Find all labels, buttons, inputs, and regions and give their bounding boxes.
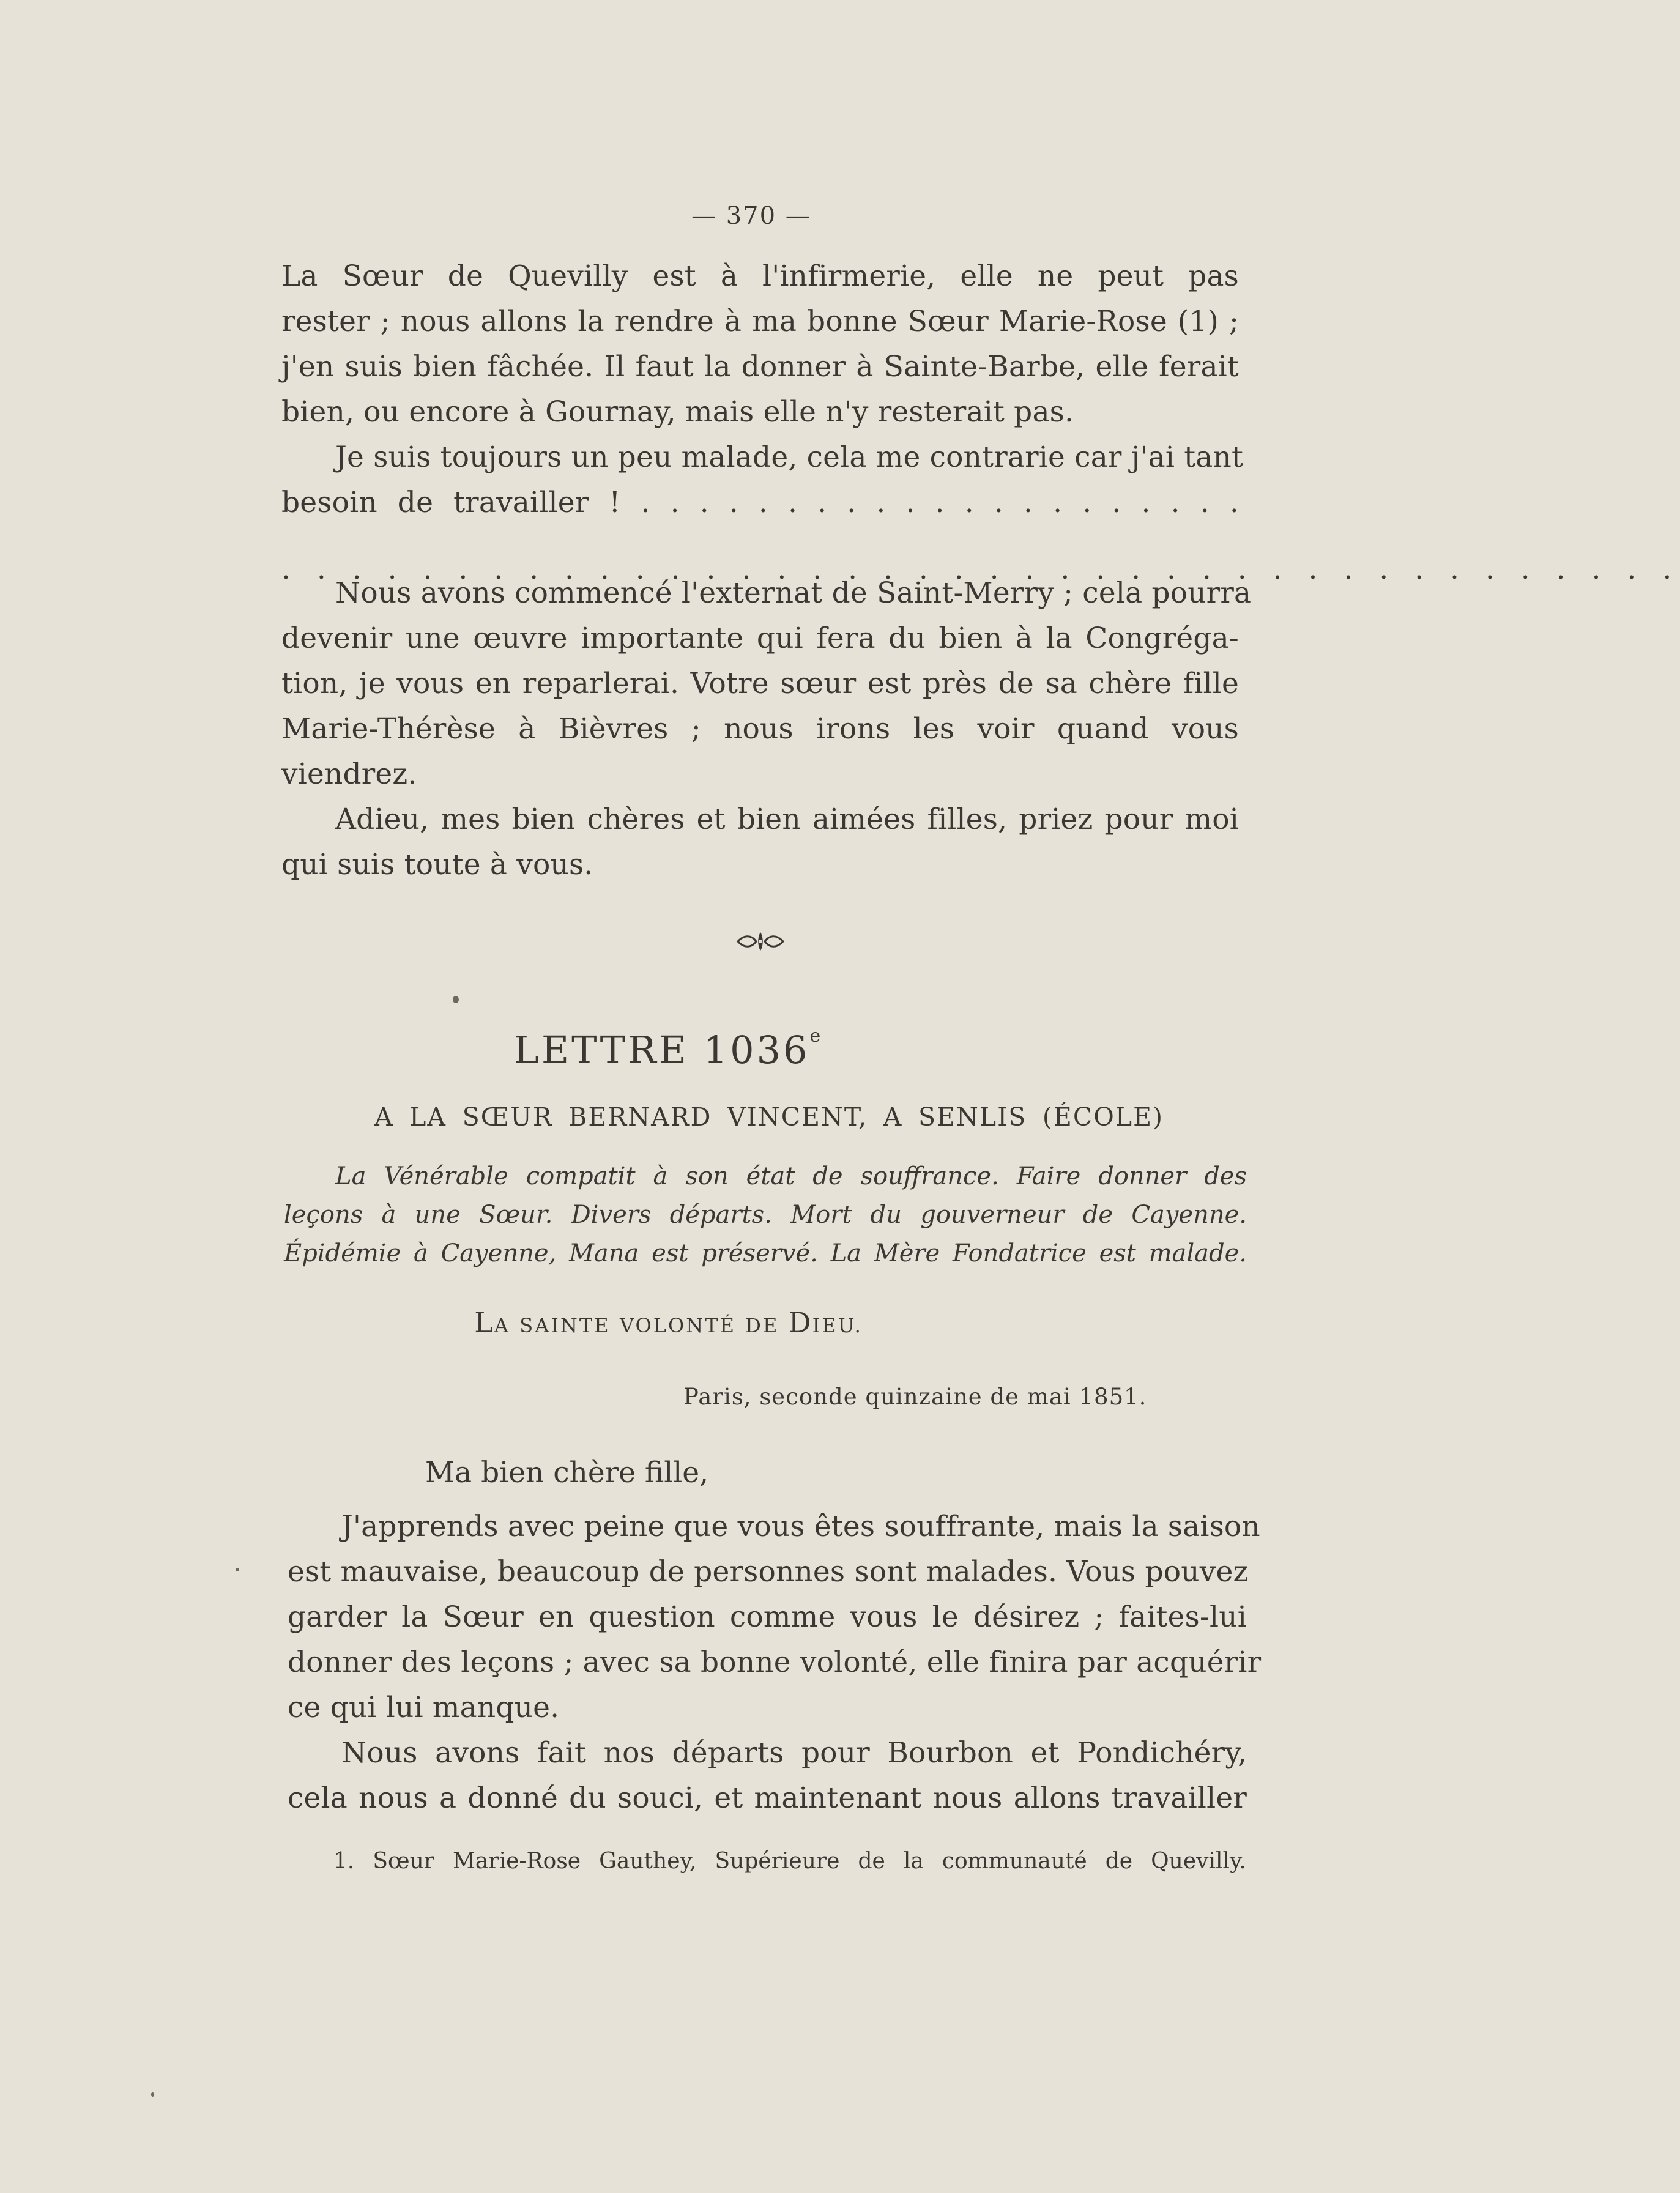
page-number: — 370 — bbox=[691, 202, 811, 230]
paragraph-line: est mauvaise, beaucoup de personnes sont malades. Vous pouvez bbox=[288, 1555, 1249, 1589]
letter-title-text: LETTRE 1036 bbox=[513, 1028, 810, 1072]
paragraph-line: Marie-Thérèse à Bièvres ; nous irons les voir quand vous bbox=[281, 712, 1239, 746]
paragraph-line: bien, ou encore à Gournay, mais elle n'y resterait pas. bbox=[281, 395, 1074, 429]
motto-word: DE bbox=[745, 1314, 779, 1337]
letter-title bbox=[0, 1025, 1337, 1072]
letter-addressee: A LA SŒUR BERNARD VINCENT, A SENLIS (ÉCOLE) bbox=[374, 1102, 1164, 1132]
paragraph-line: J'apprends avec peine que vous êtes souffrante, mais la saison bbox=[341, 1510, 1260, 1543]
fleuron-ornament-icon bbox=[735, 930, 786, 953]
paper-speck bbox=[453, 996, 459, 1003]
motto-word: VOLONTÉ bbox=[619, 1314, 736, 1337]
ellipsis-line: . . . . . . . . . . . . . . . . . . . . . . . . . . . . . . . . . . . . . . . . bbox=[281, 552, 1680, 586]
paragraph-line: tion, je vous en reparlerai. Votre sœur est près de sa chère fille bbox=[281, 667, 1239, 700]
paragraph-line: garder la Sœur en question comme vous le désirez ; faites-lui bbox=[288, 1600, 1247, 1634]
paragraph-line: Nous avons commencé l'externat de Saint-Merry ; cela pourra bbox=[335, 576, 1252, 610]
motto-word: SAINTE bbox=[519, 1314, 611, 1337]
paragraph-line: j'en suis bien fâchée. Il faut la donner à Sainte-Barbe, elle ferait bbox=[281, 350, 1239, 384]
letter-dateline: Paris, seconde quinzaine de mai 1851. bbox=[683, 1384, 1147, 1410]
paragraph-line: Je suis toujours un peu malade, cela me contrarie car j'ai tant bbox=[335, 440, 1244, 474]
letter-salutation: Ma bien chère fille, bbox=[425, 1456, 709, 1490]
paragraph-line: besoin de travailler ! . . . . . . . . . . . . . . . . . . . . . bbox=[281, 486, 1239, 519]
footnote: 1. Sœur Marie-Rose Gauthey, Supérieure de la communauté de Quevilly. bbox=[333, 1849, 1246, 1874]
motto-word: IEU bbox=[812, 1314, 855, 1337]
motto-word: A bbox=[494, 1314, 510, 1337]
paragraph-line: cela nous a donné du souci, et maintenant nous allons travailler bbox=[288, 1781, 1247, 1815]
letter-summary-line: Épidémie à Cayenne, Mana est préservé. La Mère Fondatrice est malade. bbox=[284, 1239, 1247, 1267]
paragraph-line: ce qui lui manque. bbox=[288, 1691, 560, 1724]
paragraph-line: donner des leçons ; avec sa bonne volonté, elle finira par acquérir bbox=[288, 1646, 1262, 1679]
motto-word: D bbox=[788, 1306, 812, 1339]
paragraph-line: rester ; nous allons la rendre à ma bonne Sœur Marie-Rose (1) ; bbox=[281, 305, 1239, 338]
paragraph-line: Adieu, mes bien chères et bien aimées filles, priez pour moi bbox=[335, 803, 1239, 836]
paragraph-line: devenir une œuvre importante qui fera du bien à la Congréga- bbox=[281, 622, 1239, 655]
letter-summary-line: leçons à une Sœur. Divers départs. Mort du gouverneur de Cayenne. bbox=[284, 1201, 1247, 1229]
paragraph-line: qui suis toute à vous. bbox=[281, 848, 593, 881]
paragraph-line: Nous avons fait nos départs pour Bourbon et Pondichéry, bbox=[341, 1736, 1247, 1770]
letter-summary-line: La Vénérable compatit à son état de souffrance. Faire donner des bbox=[335, 1162, 1247, 1190]
paper-speck bbox=[151, 2092, 154, 2097]
paragraph-line: La Sœur de Quevilly est à l'infirmerie, elle ne peut pas bbox=[281, 259, 1239, 293]
letter-title-suffix: e bbox=[809, 1025, 823, 1047]
paper-speck bbox=[236, 1568, 239, 1571]
letter-motto bbox=[0, 1306, 1337, 1339]
paragraph-line: viendrez. bbox=[281, 757, 417, 791]
motto-word: L bbox=[474, 1306, 494, 1339]
motto-word: . bbox=[854, 1314, 863, 1337]
